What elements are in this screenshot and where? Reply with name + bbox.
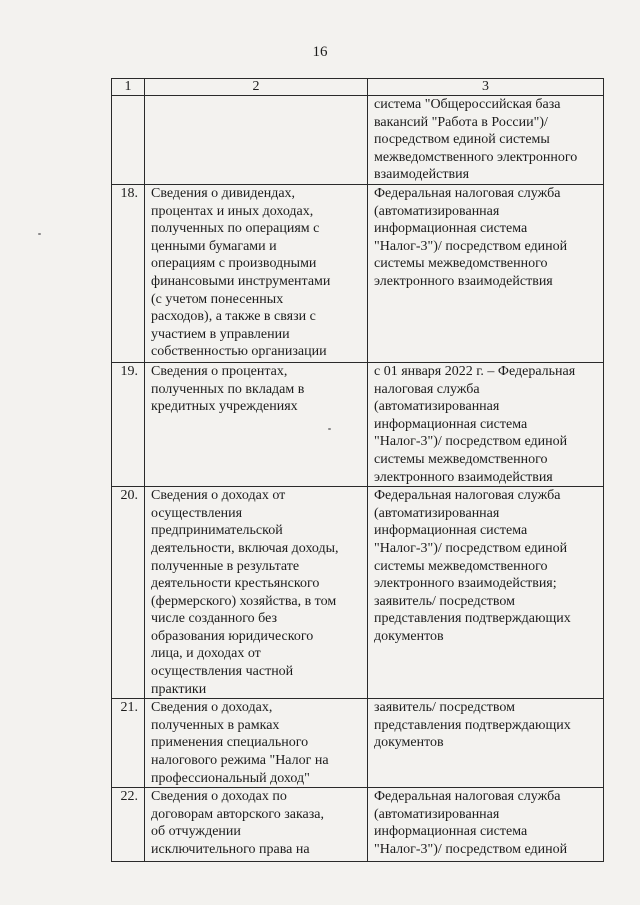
document-table: [111, 78, 604, 862]
row-number: [112, 96, 145, 185]
row-source: Федеральная налоговая служба (автоматизированная информационная система "Налог-3")/ посредством единой системы межведомственного электронного взаимодействия; заявитель/ посредством представления подтверждающих документов: [368, 487, 604, 699]
table-row: [112, 184, 604, 362]
scan-speck: [328, 428, 331, 430]
table-row: [112, 487, 604, 699]
row-source: с 01 января 2022 г. – Федеральная налоговая служба (автоматизированная информационная система "Налог-3")/ посредством единой системы межведомственного электронного взаимодействия: [368, 362, 604, 486]
table-header-row: [112, 79, 604, 96]
row-source: Федеральная налоговая служба (автоматизированная информационная система "Налог-3")/ посредством единой: [368, 788, 604, 862]
table-row: [112, 699, 604, 788]
row-info: Сведения о доходах по договорам авторского заказа, об отчуждении исключительного права на: [145, 788, 368, 862]
table-row: [112, 362, 604, 486]
row-info: Сведения о доходах, полученных в рамках применения специального налогового режима "Налог на профессиональный доход": [145, 699, 368, 788]
row-info: Сведения о дивидендах, процентах и иных доходах, полученных по операциям с ценными бумагами и операциям с производными финансовыми инструментами (с учетом понесенных расходов), а также в связи с участием в управлении собственностью организации: [145, 184, 368, 362]
table-row: [112, 96, 604, 185]
row-info: [145, 96, 368, 185]
table-row: [112, 788, 604, 862]
row-info: Сведения о доходах от осуществления предпринимательской деятельности, включая доходы, полученные в результате деятельности крестьянского (фермерского) хозяйства, в том числе созданного без образования юридического лица, и доходах от осуществления частной практики: [145, 487, 368, 699]
row-number: 18.: [112, 184, 145, 362]
row-info: Сведения о процентах, полученных по вкладам в кредитных учреждениях: [145, 362, 368, 486]
row-source: заявитель/ посредством представления подтверждающих документов: [368, 699, 604, 788]
row-source: Федеральная налоговая служба (автоматизированная информационная система "Налог-3")/ посредством единой системы межведомственного электронного взаимодействия: [368, 184, 604, 362]
row-number: 19.: [112, 362, 145, 486]
row-number: 22.: [112, 788, 145, 862]
row-number: 21.: [112, 699, 145, 788]
header-col-2: 2: [145, 79, 368, 96]
header-col-3: 3: [368, 79, 604, 96]
page-number: 16: [312, 44, 328, 60]
header-col-1: 1: [112, 79, 145, 96]
scan-speck: [38, 233, 41, 235]
row-number: 20.: [112, 487, 145, 699]
row-source: система "Общероссийская база вакансий "Работа в России")/ посредством единой системы межведомственного электронного взаимодействия: [368, 96, 604, 185]
